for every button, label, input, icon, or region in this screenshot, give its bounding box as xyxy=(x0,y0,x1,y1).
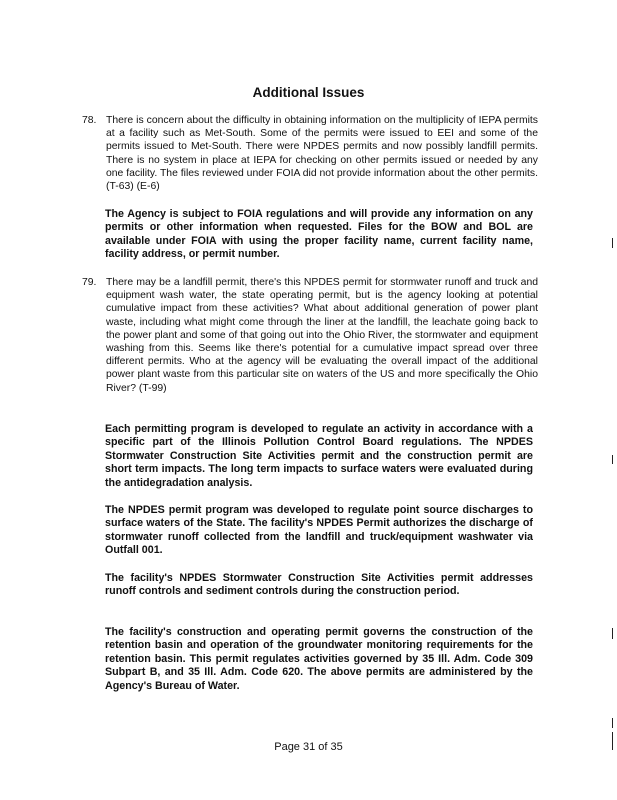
scan-mark xyxy=(612,732,613,750)
page-footer: Page 31 of 35 xyxy=(274,741,343,753)
scan-mark xyxy=(612,628,613,639)
agency-response: Each permitting program is developed to regulate an activity in accordance with a specific part of the Illinois Pollution Control Board regulations. The NPDES Stormwater Construction Site Activities permit and the construction permit are short term impacts. The long term impacts to surface waters were evaluated during the antidegradation analysis. xyxy=(105,423,533,489)
agency-response: The NPDES permit program was developed to regulate point source discharges to surface waters of the State. The facility's NPDES Permit authorizes the discharge of stormwater runoff collected from the landfill and truck/equipment washwater via Outfall 001. xyxy=(105,504,533,557)
agency-response: The facility's construction and operating permit governs the construction of the retention basin and operation of the groundwater monitoring requirements for the retention basin. This permit regulates activities governed by 35 Ill. Adm. Code 309 Subpart B, and 35 Ill. Adm. Code 620. The above permits are administered by the Agency's Bureau of Water. xyxy=(105,626,533,692)
scan-mark xyxy=(612,455,613,464)
scan-mark xyxy=(612,718,613,728)
comment-79 xyxy=(82,276,538,395)
page-title: Additional Issues xyxy=(252,85,365,100)
scan-mark xyxy=(612,238,613,248)
comment-78 xyxy=(82,114,538,193)
comment-number: 79. xyxy=(82,277,97,288)
comment-number: 78. xyxy=(82,115,97,126)
comment-text: There may be a landfill permit, there's this NPDES permit for stormwater runoff and truck and equipment wash water, the state operating permit, but is the agency looking at potential cumulative impact from these activities? What about additional generation of power plant waste, including what might come through the liner at the landfill, the leachate going back to the power plant and some of that going out into the Ohio River, the stormwater and equipment washing from this. Seems like there's potential for a cumulative impact spread over three different permits. Who at the agency will be evaluating the overall impact of the additional power plant waste from this particular site on waters of the US and more specifically the Ohio River? (T-99) xyxy=(106,277,538,394)
comment-text: There is concern about the difficulty in obtaining information on the multiplicity of IEPA permits at a facility such as Met-South. Some of the permits were issued to EEI and some of the permits issued to Met-South. There were NPDES permits and now possibly landfill permits. There is no system in place at IEPA for checking on other permits issued or needed by any one facility. The files reviewed under FOIA did not provide information about the other permits. (T-63) (E-6) xyxy=(106,115,538,193)
agency-response: The Agency is subject to FOIA regulations and will provide any information on any permits or other information when requested. Files for the BOW and BOL are available under FOIA with using the proper facility name, current facility name, facility address, or permit number. xyxy=(105,208,533,261)
agency-response: The facility's NPDES Stormwater Construction Site Activities permit addresses runoff controls and sediment controls during the construction period. xyxy=(105,572,533,598)
